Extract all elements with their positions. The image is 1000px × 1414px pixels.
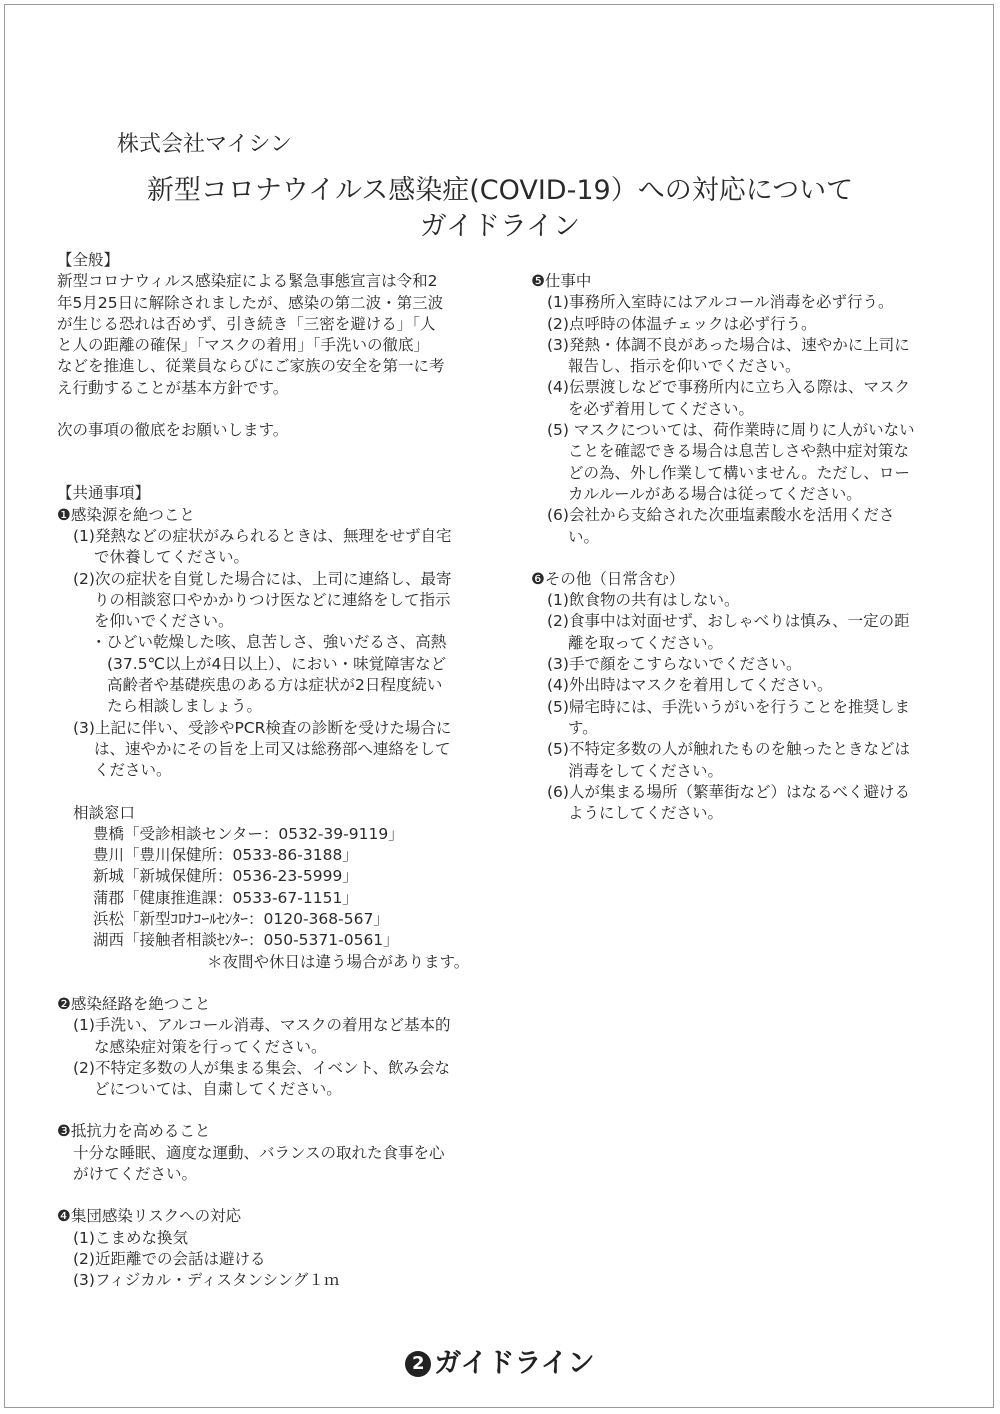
list-item-cont: 消毒をしてください。 — [568, 761, 724, 780]
list-item-cont: ようにしてください。 — [568, 804, 724, 823]
bullet-item-cont: (37.5℃以上が4日以上）、におい・味覚障害など — [107, 654, 447, 673]
list-item-cont: ください。 — [94, 761, 172, 780]
section-3-title: ❸抵抗力を高めること — [57, 1122, 211, 1141]
general-heading: 【全般】 — [57, 251, 120, 269]
list-item-cont: カルルールがある場合は従ってください。 — [568, 484, 862, 503]
general-line: などを推進し、従業員ならびにご家族の安全を第一に考 — [57, 357, 445, 376]
list-item-cont: は、速やかにその旨を上司又は総務部へ連絡をして — [94, 739, 451, 758]
general-line: 新型コロナウィルス感染症による緊急事態宣言は令和2 — [57, 272, 438, 291]
list-item-cont: す。 — [568, 718, 598, 737]
request-text: 次の事項の徹底をお願いします。 — [57, 421, 289, 440]
list-item: (6)人が集まる場所（繁華街など）はなるべく避ける — [547, 782, 910, 801]
list-item: (5) マスクについては、荷作業時に周りに人がいない — [547, 421, 915, 440]
list-item: (1)手洗い、アルコール消毒、マスクの着用など基本的 — [73, 1016, 451, 1035]
list-item-cont: で休養してください。 — [94, 548, 250, 567]
general-line: え行動することが基本方針です。 — [57, 378, 289, 397]
list-item-cont: 離を取ってください。 — [568, 633, 724, 652]
list-item: (6)会社から支給された次亜塩素酸水を活用くださ — [547, 506, 895, 525]
consult-note: ＊夜間や休日は違う場合があります。 — [207, 952, 470, 971]
bullet-item-cont: 高齢者や基礎疾患のある方は症状が2日程度続い — [107, 676, 443, 695]
list-item-cont: を仰いでください。 — [94, 612, 234, 631]
list-item: (5)帰宅時には、手洗いうがいを行うことを推奨しま — [547, 697, 910, 716]
bullet-item: ・ひどい乾燥した咳、息苦しさ、強いだるさ、高熱 — [91, 633, 447, 652]
left-column — [57, 250, 507, 1291]
list-item-cont: 報告し、指示を仰いでください。 — [568, 357, 801, 376]
section-2-title: ❷感染経路を絶つこと — [57, 994, 211, 1013]
document-page — [4, 4, 994, 1408]
consult-entry: 新城「新城保健所：0536-23-5999」 — [93, 867, 358, 886]
list-item: (1)こまめな換気 — [73, 1228, 188, 1247]
general-line: 年5月25日に解除されましたが、感染の第二波・第三波 — [57, 293, 444, 312]
general-line: と人の距離の確保」「マスクの着用」「手洗いの徹底」 — [57, 336, 430, 355]
consult-entry: 浜松「新型ｺﾛﾅｺｰﾙｾﾝﾀｰ：0120-368-567」 — [93, 910, 389, 929]
common-heading: 【共通事項】 — [57, 484, 151, 503]
list-item: (1)飲食物の共有はしない。 — [547, 591, 740, 610]
list-item: (4)伝票渡しなどで事務所内に立ち入る際は、マスク — [547, 378, 910, 397]
right-column — [531, 271, 971, 824]
consult-entry: 豊川「豊川保健所：0533-86-3188」 — [93, 846, 358, 865]
document-title: 新型コロナウイルス感染症(COVID-19）への対応について — [146, 175, 854, 206]
page-caption — [5, 1341, 995, 1380]
list-item: (2)不特定多数の人が集まる集会、イベント、飲み会な — [73, 1058, 451, 1077]
list-item: (2)点呼時の体温チェックは必ず行う。 — [547, 314, 817, 333]
list-item: (1)発熱などの症状がみられるときは、無理をせず自宅 — [73, 526, 452, 545]
document-subtitle: ガイドライン — [419, 211, 581, 242]
list-item: (3)手で顔をこすらないでください。 — [547, 655, 802, 674]
list-item: (5)不特定多数の人が触れたものを触ったときなどは — [547, 740, 910, 759]
consult-title: 相談窓口 — [73, 803, 136, 822]
section-3-text: 十分な睡眠、適度な運動、バランスの取れた食事を心 — [73, 1143, 445, 1162]
list-item: (2)次の症状を自覚した場合には、上司に連絡し、最寄 — [73, 569, 452, 588]
consult-entry: 蒲郡「健康推進課：0533-67-1151」 — [93, 888, 358, 907]
bullet-item-cont: たら相談しましょう。 — [107, 697, 263, 716]
section-6-title: ❻その他（日常含む） — [531, 569, 685, 588]
list-item-cont: を必ず着用してください。 — [568, 399, 755, 418]
page-number-badge: 2 — [405, 1351, 431, 1377]
list-item: (2)食事中は対面せず、おしゃべりは慎み、一定の距 — [547, 612, 910, 631]
list-item: (4)外出時はマスクを着用してください。 — [547, 676, 833, 695]
section-4-title: ❹集団感染リスクへの対応 — [57, 1207, 242, 1226]
company-name: 株式会社マイシン — [117, 132, 293, 157]
general-line: が生じる恐れは否めず、引き続き「三密を避ける」「人 — [57, 314, 436, 333]
section-3-text: がけてください。 — [73, 1164, 198, 1183]
list-item-cont: どについては、自粛してください。 — [94, 1080, 342, 1099]
list-item: (1)事務所入室時にはアルコール消毒を必ず行う。 — [547, 293, 894, 312]
list-item-cont: りの相談窓口やかかりつけ医などに連絡をして指示 — [94, 590, 451, 609]
list-item-cont: い。 — [568, 527, 600, 546]
list-item: (3)上記に伴い、受診やPCR検査の診断を受けた場合に — [73, 718, 452, 737]
list-item-cont: な感染症対策を行ってください。 — [94, 1037, 327, 1056]
list-item-cont: どの為、外し作業して構いません。ただし、ロー — [568, 463, 910, 482]
section-5-title: ❺仕事中 — [531, 272, 592, 290]
consult-entry: 豊橋「受診相談センター：0532-39-9119」 — [93, 824, 404, 843]
list-item: (2)近距離での会話は避ける — [73, 1249, 266, 1268]
list-item: (3)発熱・体調不良があった場合は、速やかに上司に — [547, 335, 910, 354]
page-caption-label: ガイドライン — [434, 1348, 595, 1379]
list-item: (3)フィジカル・ディスタンシング１ｍ — [73, 1271, 340, 1290]
list-item-cont: ことを確認できる場合は息苦しさや熱中症対策な — [568, 442, 910, 461]
section-1-title: ❶感染源を絶つこと — [57, 505, 195, 524]
consult-entry: 湖西「接触者相談ｾﾝﾀｰ：050-5371-0561」 — [93, 931, 399, 950]
